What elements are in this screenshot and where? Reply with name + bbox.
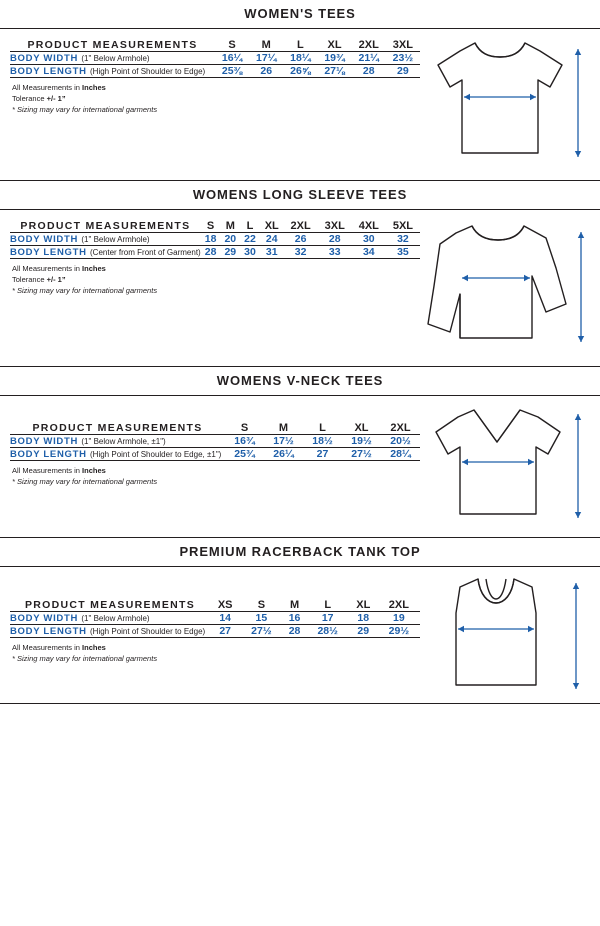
row-label	[10, 233, 201, 246]
table-row	[10, 435, 420, 448]
row-label-text: BODY WIDTH	[10, 53, 79, 64]
cell-value: 21¼	[352, 52, 386, 65]
measurements-table-wrapper	[0, 396, 420, 494]
cell-value: 33	[318, 246, 352, 259]
cell-value: 32	[284, 246, 318, 259]
garment-figure-womens-tee	[420, 29, 600, 180]
garment-figure-long-sleeve	[420, 210, 600, 366]
footnotes	[10, 461, 420, 488]
header-size: M	[249, 39, 283, 52]
header-size: L	[307, 599, 349, 612]
cell-value: 26	[249, 65, 283, 78]
measurements-table	[10, 599, 420, 638]
section-womens-long-sleeve-tees	[0, 181, 600, 367]
cell-value: 27	[303, 448, 342, 461]
cell-value: 20	[220, 233, 240, 246]
row-label-text: BODY LENGTH	[10, 626, 87, 637]
cell-value: 27⅛	[317, 65, 351, 78]
cell-value: 26	[284, 233, 318, 246]
measurements-table-wrapper	[0, 29, 420, 122]
cell-value: 24	[260, 233, 284, 246]
cell-value: 29	[220, 246, 240, 259]
footnote: * Sizing may vary for international garments	[12, 285, 158, 295]
footnotes	[10, 259, 420, 297]
row-label-text: BODY WIDTH	[10, 234, 79, 245]
row-label-note: (High Point of Shoulder to Edge)	[90, 67, 206, 76]
racerback-tank-illustration	[420, 573, 595, 703]
cell-value: 35	[386, 246, 420, 259]
cell-value: 30	[352, 233, 386, 246]
row-label	[10, 625, 210, 638]
cell-value: 19¾	[317, 52, 351, 65]
header-size: S	[240, 599, 282, 612]
cell-value: 29	[349, 625, 378, 638]
table-row	[10, 246, 420, 259]
header-size: XL	[260, 220, 284, 233]
cell-value: 14	[210, 612, 240, 625]
section-title: WOMENS LONG SLEEVE TEES	[192, 187, 408, 202]
table-row	[10, 612, 420, 625]
row-label-note: (1" Below Armhole)	[81, 614, 150, 623]
header-size: 2XL	[381, 422, 420, 435]
womens-v-neck-illustration	[420, 402, 595, 537]
cell-value: 28	[318, 233, 352, 246]
header-size: 3XL	[386, 39, 420, 52]
row-label	[10, 246, 201, 259]
footnotes	[10, 78, 420, 116]
header-size: L	[240, 220, 260, 233]
header-size: L	[283, 39, 317, 52]
section-womens-v-neck-tees	[0, 367, 600, 538]
measurements-table	[10, 220, 420, 259]
header-size: M	[264, 422, 303, 435]
row-label-note: (Center from Front of Garment)	[90, 248, 201, 257]
cell-value: 15	[240, 612, 282, 625]
table-row	[10, 448, 420, 461]
table-header-row	[10, 599, 420, 612]
footnote: All Measurements in Inches	[12, 466, 106, 475]
header-product-measurements: PRODUCT MEASUREMENTS	[10, 220, 201, 233]
header-product-measurements: PRODUCT MEASUREMENTS	[10, 39, 215, 52]
table-row	[10, 52, 420, 65]
measurements-table	[10, 39, 420, 78]
cell-value: 17½	[264, 435, 303, 448]
row-label	[10, 448, 225, 461]
cell-value: 19	[378, 612, 420, 625]
table-header-row	[10, 422, 420, 435]
footnote: All Measurements in Inches	[12, 643, 106, 652]
measurements-table-wrapper	[0, 567, 420, 671]
cell-value: 18	[349, 612, 378, 625]
header-size: XL	[342, 422, 381, 435]
section-womens-tees	[0, 0, 600, 181]
header-size: M	[220, 220, 240, 233]
row-label-note: (High Point of Shoulder to Edge)	[90, 627, 206, 636]
cell-value: 17	[307, 612, 349, 625]
cell-value: 29	[386, 65, 420, 78]
footnote: Tolerance +/- 1”	[12, 93, 66, 103]
cell-value: 28	[282, 625, 306, 638]
row-label-text: BODY LENGTH	[10, 449, 87, 460]
footnotes	[10, 638, 420, 665]
row-label-text: BODY WIDTH	[10, 436, 79, 447]
garment-figure-v-neck	[420, 396, 600, 537]
cell-value: 28¼	[381, 448, 420, 461]
row-label-text: BODY LENGTH	[10, 247, 87, 258]
row-label-note: (1" Below Armhole, ±1")	[81, 437, 166, 446]
cell-value: 28	[201, 246, 221, 259]
cell-value: 26⅝	[283, 65, 317, 78]
table-header-row	[10, 220, 420, 233]
footnote: * Sizing may vary for international garments	[12, 653, 158, 663]
row-label-note: (High Point of Shoulder to Edge, ±1")	[90, 450, 222, 459]
header-product-measurements: PRODUCT MEASUREMENTS	[10, 599, 210, 612]
table-header-row	[10, 39, 420, 52]
cell-value: 27½	[342, 448, 381, 461]
header-size: S	[215, 39, 249, 52]
cell-value: 16	[282, 612, 306, 625]
row-label-note: (1" Below Armhole)	[81, 235, 150, 244]
footnote: * Sizing may vary for international garments	[12, 476, 158, 486]
header-size: 2XL	[378, 599, 420, 612]
header-size: 2XL	[284, 220, 318, 233]
cell-value: 30	[240, 246, 260, 259]
section-title: WOMEN'S TEES	[244, 6, 356, 21]
measurements-table-wrapper	[0, 210, 420, 303]
cell-value: 23½	[386, 52, 420, 65]
cell-value: 19½	[342, 435, 381, 448]
cell-value: 32	[386, 233, 420, 246]
cell-value: 18½	[303, 435, 342, 448]
cell-value: 18¼	[283, 52, 317, 65]
table-row	[10, 233, 420, 246]
cell-value: 17¼	[249, 52, 283, 65]
header-size: 4XL	[352, 220, 386, 233]
cell-value: 27	[210, 625, 240, 638]
section-title: PREMIUM RACERBACK TANK TOP	[179, 544, 421, 559]
row-label	[10, 612, 210, 625]
cell-value: 28	[352, 65, 386, 78]
header-size: 3XL	[318, 220, 352, 233]
header-product-measurements: PRODUCT MEASUREMENTS	[10, 422, 225, 435]
table-row	[10, 625, 420, 638]
cell-value: 25⅜	[215, 65, 249, 78]
header-size: XL	[317, 39, 351, 52]
measurements-table	[10, 422, 420, 461]
section-premium-racerback-tank-top	[0, 538, 600, 704]
footnote: * Sizing may vary for international garments	[12, 104, 158, 114]
cell-value: 20½	[381, 435, 420, 448]
footnote: All Measurements in Inches	[12, 83, 106, 92]
row-label-note: (1" Below Armhole)	[81, 54, 150, 63]
header-size: XL	[349, 599, 378, 612]
cell-value: 34	[352, 246, 386, 259]
footnote: All Measurements in Inches	[12, 264, 106, 273]
header-size: 5XL	[386, 220, 420, 233]
womens-long-sleeve-illustration	[420, 216, 595, 366]
footnote: Tolerance +/- 1”	[12, 274, 66, 284]
header-size: M	[282, 599, 306, 612]
cell-value: 16¼	[215, 52, 249, 65]
header-size: S	[225, 422, 264, 435]
header-size: XS	[210, 599, 240, 612]
divider	[0, 703, 600, 704]
row-label	[10, 52, 215, 65]
cell-value: 27½	[240, 625, 282, 638]
section-title: WOMENS V-NECK TEES	[216, 373, 384, 388]
cell-value: 16¾	[225, 435, 264, 448]
table-row	[10, 65, 420, 78]
row-label-text: BODY WIDTH	[10, 613, 79, 624]
row-label-text: BODY LENGTH	[10, 66, 87, 77]
header-size: L	[303, 422, 342, 435]
garment-figure-racerback-tank	[420, 567, 600, 703]
row-label	[10, 65, 215, 78]
row-label	[10, 435, 225, 448]
womens-tee-illustration	[420, 35, 595, 180]
header-size: 2XL	[352, 39, 386, 52]
cell-value: 26¼	[264, 448, 303, 461]
cell-value: 31	[260, 246, 284, 259]
cell-value: 18	[201, 233, 221, 246]
header-size: S	[201, 220, 221, 233]
cell-value: 28½	[307, 625, 349, 638]
cell-value: 29½	[378, 625, 420, 638]
cell-value: 25¾	[225, 448, 264, 461]
cell-value: 22	[240, 233, 260, 246]
